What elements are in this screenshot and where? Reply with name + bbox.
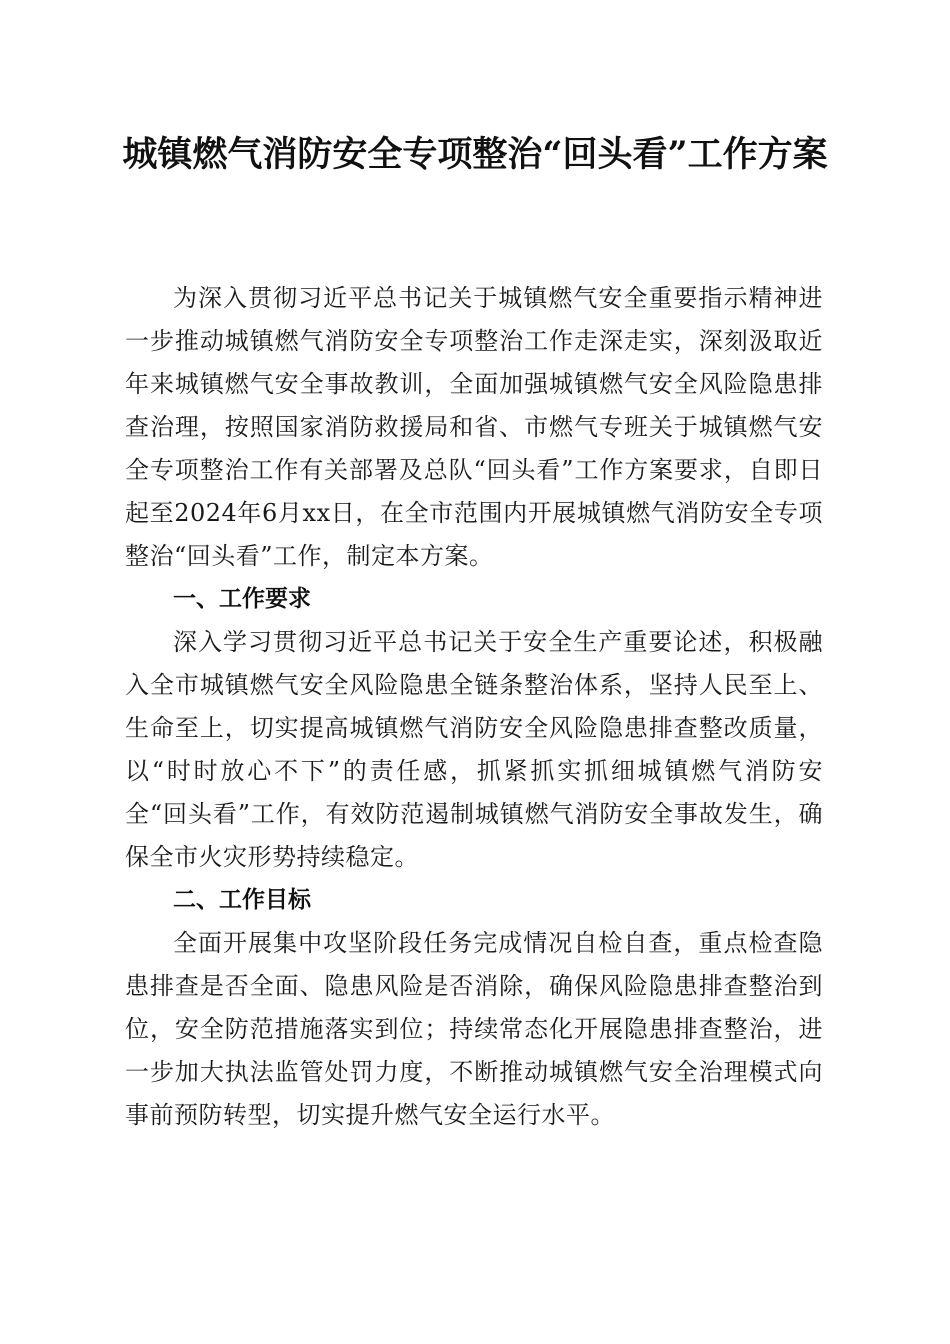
document-body [125, 277, 823, 1137]
section-paragraph-goals: 全面开展集中攻坚阶段任务完成情况自检自查，重点检查隐患排查是否全面、隐患风险是否消除，确保风险隐患排查整治到位，安全防范措施落实到位；持续常态化开展隐患排查整治，进一步加大执法监管处罚力度，不断推动城镇燃气安全治理模式向事前预防转型，切实提升燃气安全运行水平。 [125, 929, 823, 1129]
intro-paragraph: 为深入贯彻习近平总书记关于城镇燃气安全重要指示精神进一步推动城镇燃气消防安全专项整治工作走深走实，深刻汲取近年来城镇燃气安全事故教训，全面加强城镇燃气安全风险隐患排查治理，按照国家消防救援局和省、市燃气专班关于城镇燃气安全专项整治工作有关部署及总队“回头看”工作方案要求，自即日起至2024年6月xx日，在全市范围内开展城镇燃气消防安全专项整治“回头看”工作，制定本方案。 [125, 284, 823, 570]
section-heading-requirements: 一、工作要求 [173, 586, 311, 612]
section-heading-goals: 二、工作目标 [173, 887, 311, 913]
section-paragraph-requirements: 深入学习贯彻习近平总书记关于安全生产重要论述，积极融入全市城镇燃气安全风险隐患全链条整治体系，坚持人民至上、生命至上，切实提高城镇燃气消防安全风险隐患排查整改质量，以“时时放心不下”的责任感，抓紧抓实抓细城镇燃气消防安全“回头看”工作，有效防范遏制城镇燃气消防安全事故发生，确保全市火灾形势持续稳定。 [125, 628, 823, 871]
document-title: 城镇燃气消防安全专项整治“回头看”工作方案 [122, 134, 828, 175]
